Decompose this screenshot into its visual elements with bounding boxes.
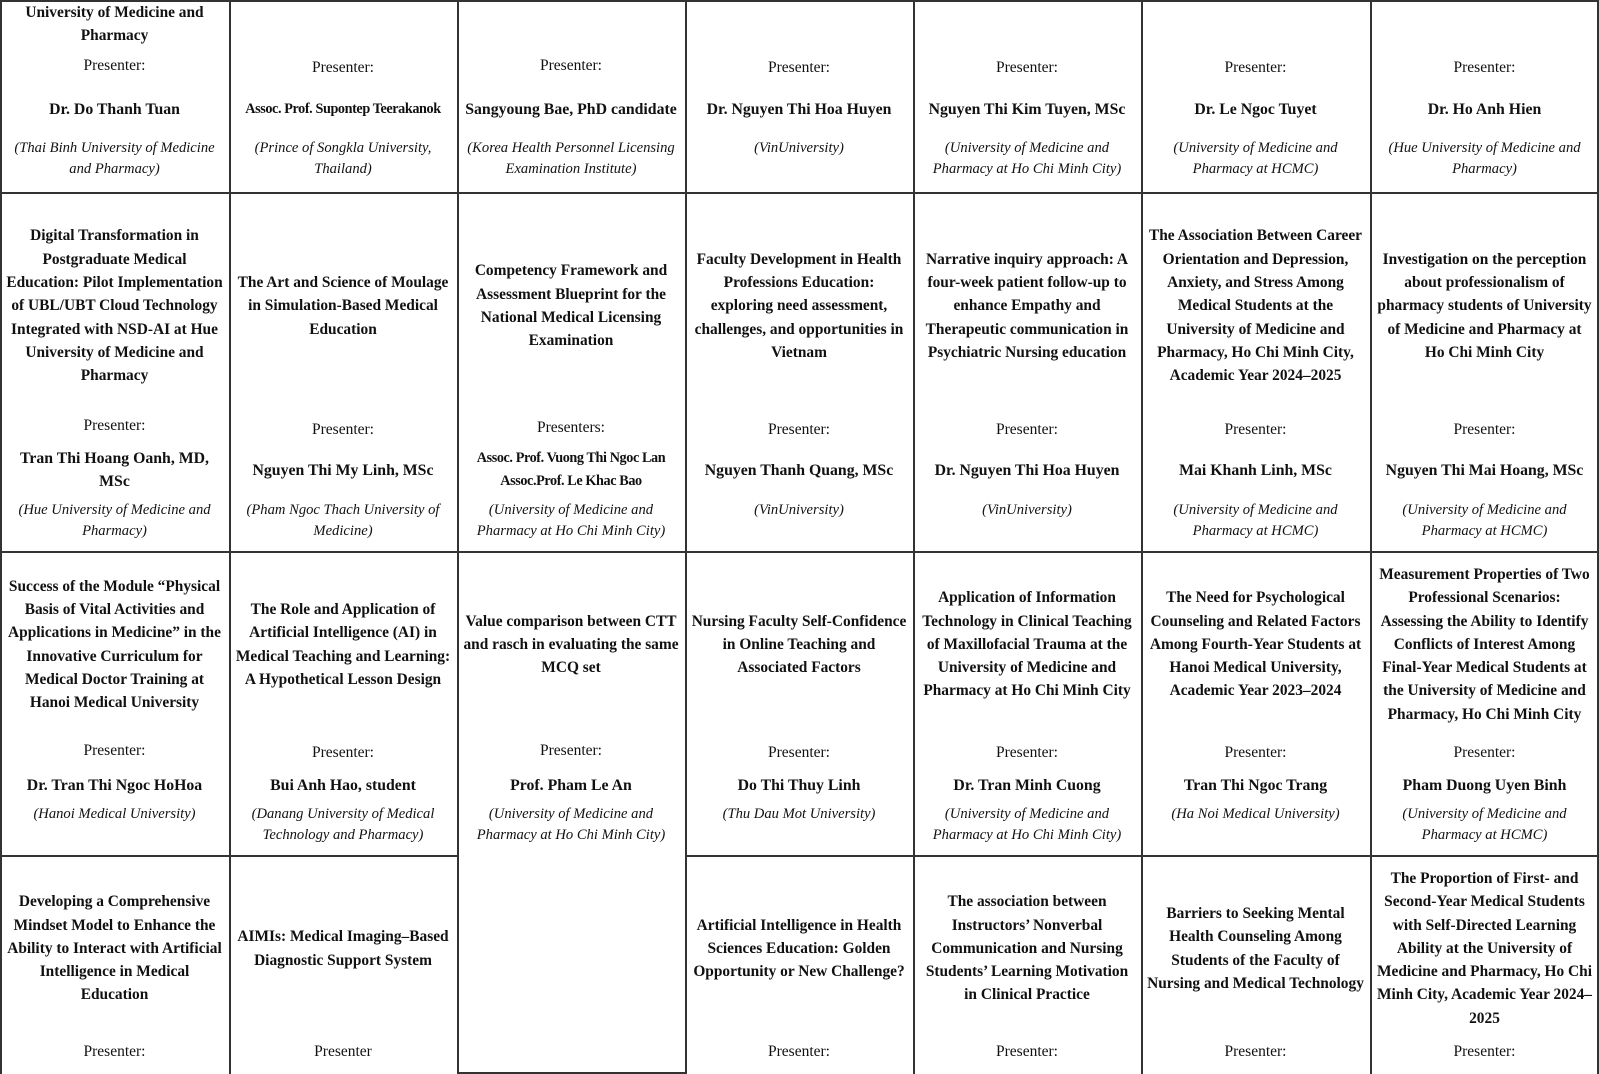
grid-line-vertical: [0, 0, 2, 1074]
talk-title: [235, 194, 451, 418]
session-cell: [913, 551, 1141, 855]
talk-title-text: Faculty Development in Health Professions Education: exploring need assessment, challenges, and opportunities in Vietnam: [694, 250, 904, 361]
talk-title: [1147, 553, 1364, 736]
talk-title: [1376, 553, 1593, 736]
presenter-name: Nguyen Thanh Quang, MSc: [704, 461, 894, 479]
presenter-institution: (VinUniversity): [754, 140, 844, 156]
session-cell: [1370, 0, 1599, 192]
presenter-name: Dr. Tran Thi Ngoc HoHoa: [26, 776, 203, 794]
presenter-label: Presenter:: [312, 744, 374, 761]
grid-line-vertical: [685, 0, 687, 1074]
presenter-label: Presenter:: [1453, 421, 1516, 438]
presenter-name-block: [4, 448, 225, 492]
presenter-institution: (Korea Health Personnel Licensing Examination Institute): [467, 140, 675, 177]
talk-title-text: The association between Instructors’ Nonverbal Communication and Nursing Students’ Learning Motivation in Clinical Practice: [925, 893, 1129, 1004]
talk-title: [691, 194, 907, 418]
presenter-name: Dr. Do Thanh Tuan: [49, 100, 180, 118]
presenter-name-block: [4, 770, 225, 800]
session-cell: [0, 551, 229, 855]
presenter-name: Tran Thi Ngoc Trang: [1183, 776, 1328, 794]
presenter-name: Nguyen Thi Mai Hoang, MSc: [1385, 461, 1584, 479]
presenter-name-block: [4, 88, 225, 130]
talk-title: [1147, 857, 1364, 1040]
presenter-name-block: [233, 448, 453, 492]
presenter-institution: (Hanoi Medical University): [33, 806, 196, 822]
presenter-institution: (University of Medicine and Pharmacy at Ho Chi Minh City): [476, 502, 666, 539]
talk-title: [6, 194, 223, 418]
session-cell: [1370, 855, 1599, 1074]
presenter-name-block: [461, 88, 681, 130]
presenter-label: Presenter:: [83, 1043, 146, 1060]
presenter-label: Presenter:: [996, 1043, 1058, 1060]
presenter-institution: (Hue University of Medicine and Pharmacy): [18, 502, 211, 539]
presenter-institution: (University of Medicine and Pharmacy at HCMC): [1402, 806, 1567, 843]
presenter-label: Presenter:: [1224, 59, 1287, 76]
session-cell: [913, 855, 1141, 1074]
session-cell: [457, 192, 685, 551]
presenter-name-block: [1145, 770, 1366, 800]
presenter-label: Presenter:: [1224, 421, 1287, 438]
talk-title: [235, 553, 451, 736]
talk-title-text: Developing a Comprehensive Mindset Model to Enhance the Ability to Interact with Artificial Intelligence in Medical Education: [7, 893, 222, 1004]
grid-line-vertical: [1141, 0, 1143, 1074]
presenter-label: Presenter:: [83, 417, 146, 434]
presenter-name: Dr. Le Ngoc Tuyet: [1194, 100, 1317, 118]
presenter-name-block: [689, 770, 909, 800]
presenter-name: Assoc. Prof. Vuong Thi Ngoc Lan: [476, 450, 666, 466]
presenter-label: Presenter:: [996, 744, 1058, 761]
talk-title-text: The Association Between Career Orientation and Depression, Anxiety, and Stress Among Medical Students at the University of Medicine and Pharmacy, Ho Chi Minh City, Academic Year 2024–2025: [1148, 227, 1362, 385]
talk-title: [691, 553, 907, 736]
grid-line-vertical: [1370, 0, 1372, 1074]
talk-title-text: Competency Framework and Assessment Blueprint for the National Medical Licensing Examination: [474, 262, 668, 350]
talk-title-text: Artificial Intelligence in Health Sciences Education: Golden Opportunity or New Challenge?: [693, 916, 905, 981]
presenter-label: Presenter:: [83, 57, 146, 74]
presenter-label: Presenter:: [768, 1043, 830, 1060]
presenter-institution: (Thai Binh University of Medicine and Pharmacy): [14, 140, 215, 177]
grid-line-horizontal: [0, 551, 1599, 553]
talk-title-text: Success of the Module “Physical Basis of Vital Activities and Applications in Medicine” in the Innovative Curriculum for Medical Doctor Training at Hanoi Medical University: [8, 577, 221, 712]
session-cell: [685, 0, 913, 192]
presenter-institution: (Ha Noi Medical University): [1171, 806, 1340, 822]
presenter-name-block: [689, 448, 909, 492]
session-cell: [685, 855, 913, 1074]
presenter-name-block: [1145, 448, 1366, 492]
presenter-name-block: [1145, 88, 1366, 130]
presenter-name: Dr. Nguyen Thi Hoa Huyen: [934, 461, 1120, 479]
presenter-institution: (Prince of Songkla University, Thailand): [254, 140, 432, 177]
presenter-label: Presenter:: [1453, 744, 1516, 761]
grid-line-horizontal: [457, 1072, 685, 1074]
presenter-label: Presenter:: [312, 59, 374, 76]
session-cell: [229, 192, 457, 551]
grid-line-vertical: [229, 0, 231, 1074]
presenter-name: Sangyoung Bae, PhD candidate: [465, 100, 677, 118]
talk-title: [1376, 194, 1593, 418]
presenter-name-second: Assoc.Prof. Le Khac Bao: [500, 473, 642, 489]
grid-line-horizontal: [0, 855, 457, 857]
session-cell: [0, 855, 229, 1074]
talk-title-text: The Art and Science of Moulage in Simulation-Based Medical Education: [237, 274, 449, 338]
presenter-name: Assoc. Prof. Supontep Teerakanok: [245, 100, 441, 117]
grid-line-horizontal: [0, 0, 1599, 2]
talk-title: [463, 194, 679, 418]
presenter-name: Pham Duong Uyen Binh: [1402, 776, 1567, 794]
presenter-institution: (University of Medicine and Pharmacy at HCMC): [1173, 502, 1338, 539]
presenter-name-block: [233, 88, 453, 130]
grid-line-vertical: [457, 0, 459, 1074]
grid-line-vertical: [1597, 0, 1599, 1074]
talk-title: [919, 553, 1135, 736]
talk-title-text: The Role and Application of Artificial Intelligence (AI) in Medical Teaching and Learning: A Hypothetical Lesson Design: [235, 600, 451, 688]
presenter-institution: (Danang University of Medical Technology and Pharmacy): [251, 806, 435, 843]
session-cell: [457, 551, 685, 855]
session-cell: [685, 192, 913, 551]
presenter-label: Presenter:: [1224, 1043, 1287, 1060]
presenter-name-block: [1374, 88, 1595, 130]
presenter-label: Presenter:: [540, 57, 602, 74]
session-cell: [1141, 855, 1370, 1074]
session-cell: [1141, 551, 1370, 855]
presenter-institution: (University of Medicine and Pharmacy at Ho Chi Minh City): [932, 806, 1122, 843]
presenter-name-block: [689, 88, 909, 130]
presenter-label: Presenter:: [996, 59, 1058, 76]
talk-title-text: Nursing Faculty Self-Confidence in Online Teaching and Associated Factors: [691, 612, 907, 677]
talk-title-text: Narrative inquiry approach: A four-week patient follow-up to enhance Empathy and Therapeutic communication in Psychiatric Nursing education: [925, 250, 1129, 361]
session-cell: [1141, 0, 1370, 192]
talk-title: [6, 0, 223, 52]
session-cell: [229, 0, 457, 192]
presenter-label: Presenter:: [1453, 1043, 1516, 1060]
talk-title-text: Measurement Properties of Two Professional Scenarios: Assessing the Ability to Identify Conflicts of Interest Among Final-Year Medical Students at the University of Medicine and Pharmacy, Ho Chi Minh City: [1379, 565, 1590, 723]
presenter-institution: (VinUniversity): [754, 502, 844, 518]
presenter-name: Nguyen Thi My Linh, MSc: [252, 461, 434, 479]
presenter-name-block: [1374, 448, 1595, 492]
talk-title: [6, 857, 223, 1040]
presenter-name-block: [461, 448, 681, 492]
session-cell: [229, 855, 457, 1074]
talk-title: [1376, 857, 1593, 1040]
presenter-label: Presenter:: [1453, 59, 1516, 76]
presenter-name: Prof. Pham Le An: [510, 776, 632, 794]
presenter-label: Presenter:: [83, 742, 146, 759]
presenter-name-block: [917, 448, 1137, 492]
session-cell: [0, 0, 229, 192]
talk-title: [1147, 194, 1364, 418]
presenter-name-block: [917, 770, 1137, 800]
presenter-name: Dr. Nguyen Thi Hoa Huyen: [706, 100, 892, 118]
presenter-institution: (University of Medicine and Pharmacy at Ho Chi Minh City): [476, 806, 666, 843]
talk-title-text: Application of Information Technology in Clinical Teaching of Maxillofacial Trauma at the University of Medicine and Pharmacy at Ho Chi Minh City: [922, 589, 1132, 700]
presenter-name: Do Thi Thuy Linh: [737, 776, 861, 794]
talk-title: [919, 194, 1135, 418]
talk-title: [919, 857, 1135, 1040]
presenter-institution: (University of Medicine and Pharmacy at HCMC): [1173, 140, 1338, 177]
presenter-name: Tran Thi Hoang Oanh, MD, MSc: [19, 450, 210, 490]
presenter-institution: (University of Medicine and Pharmacy at HCMC): [1402, 502, 1567, 539]
presenter-name-block: [917, 88, 1137, 130]
grid-line-horizontal: [0, 192, 1599, 194]
session-cell: [685, 551, 913, 855]
presenter-label: Presenter:: [768, 59, 830, 76]
session-cell: [1370, 551, 1599, 855]
session-cell: [913, 192, 1141, 551]
presenter-institution: (Hue University of Medicine and Pharmacy): [1388, 140, 1581, 177]
session-cell: [1370, 192, 1599, 551]
presenter-institution: (University of Medicine and Pharmacy at Ho Chi Minh City): [932, 140, 1122, 177]
session-cell: [457, 855, 685, 1074]
talk-title-text: Digital Transformation in Postgraduate Medical Education: Pilot Implementation of UBL/UBT Cloud Technology Integrated with NSD-AI at Hue University of Medicine and Pharmacy: [6, 227, 223, 385]
talk-title-text: The Need for Psychological Counseling and Related Factors Among Fourth-Year Students at Hanoi Medical University, Academic Year 2023–2024: [1149, 589, 1362, 700]
presenter-institution: (VinUniversity): [982, 502, 1072, 518]
talk-title: [463, 553, 679, 736]
presenter-label: Presenter:: [1224, 744, 1287, 761]
presenter-label: Presenter:: [312, 421, 374, 438]
talk-title-text: AIMIs: Medical Imaging–Based Diagnostic Support System: [237, 928, 449, 969]
presenter-name-block: [233, 770, 453, 800]
session-cell: [1141, 192, 1370, 551]
presenter-label: Presenter:: [768, 421, 830, 438]
session-cell: [457, 0, 685, 192]
session-cell: [913, 0, 1141, 192]
session-cell: [0, 192, 229, 551]
presenter-institution: (Thu Dau Mot University): [722, 806, 876, 822]
talk-title-text: Investigation on the perception about professionalism of pharmacy students of University of Medicine and Pharmacy at Ho Chi Minh City: [1377, 250, 1592, 361]
presenter-name: Bui Anh Hao, student: [270, 776, 416, 794]
presenter-name-block: [1374, 770, 1595, 800]
presenter-label: Presenters:: [536, 419, 605, 436]
grid-line-horizontal: [685, 855, 1599, 857]
presenter-label: Presenter: [314, 1043, 372, 1060]
talk-title: [691, 857, 907, 1040]
presenter-name: Mai Khanh Linh, MSc: [1179, 461, 1332, 479]
presenter-name: Dr. Ho Anh Hien: [1427, 100, 1542, 118]
presenter-name-block: [461, 770, 681, 800]
talk-title-text: Barriers to Seeking Mental Health Counseling Among Students of the Faculty of Nursing and Medical Technology: [1147, 904, 1364, 992]
talk-title-text: Value comparison between CTT and rasch in evaluating the same MCQ set: [463, 612, 679, 677]
presenter-institution: (Pham Ngoc Thach University of Medicine): [246, 502, 440, 539]
talk-title-text: The Proportion of First- and Second-Year Medical Students with Self-Directed Learning Ability at the University of Medicine and Pharmacy, Ho Chi Minh City, Academic Year 2024–2025: [1376, 869, 1593, 1027]
talk-title: [6, 553, 223, 736]
talk-title: [235, 857, 451, 1040]
presenter-label: Presenter:: [540, 742, 602, 759]
session-cell: [229, 551, 457, 855]
presenter-label: Presenter:: [768, 744, 830, 761]
talk-title-text: University of Medicine and Pharmacy: [25, 3, 204, 44]
presenter-name: Nguyen Thi Kim Tuyen, MSc: [928, 100, 1126, 118]
presenter-name: Dr. Tran Minh Cuong: [953, 776, 1101, 794]
presenter-label: Presenter:: [996, 421, 1058, 438]
grid-line-vertical: [913, 0, 915, 1074]
